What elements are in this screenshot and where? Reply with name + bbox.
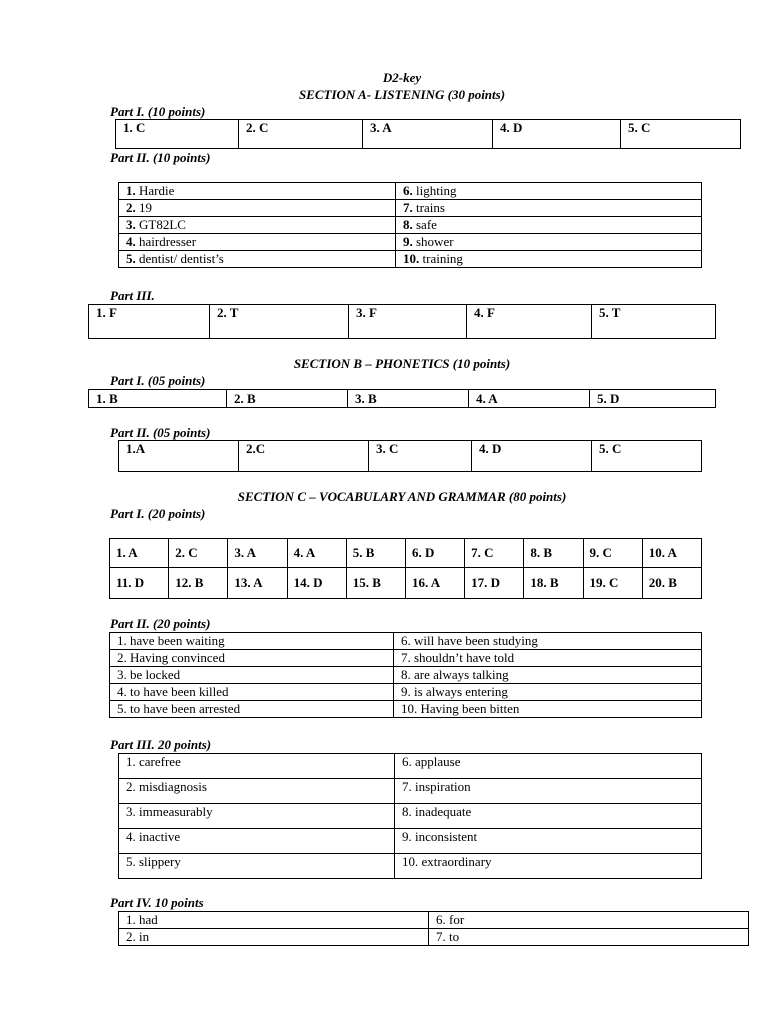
- table-row: [119, 854, 702, 879]
- answer-cell: 4. to have been killed: [110, 684, 394, 701]
- answer-cell: 17. D: [465, 568, 524, 599]
- answer-cell: [396, 217, 702, 234]
- answer-cell: 1. A: [110, 539, 169, 568]
- c-part4-label: Part IV. 10 points: [110, 895, 204, 910]
- answer-cell: 2.C: [239, 441, 369, 472]
- table-row: [119, 251, 702, 268]
- answer-cell: 14. D: [287, 568, 346, 599]
- answer-number: 6.: [403, 183, 413, 198]
- answer-cell: 18. B: [524, 568, 583, 599]
- answer-cell: 2. misdiagnosis: [119, 779, 395, 804]
- answer-cell: 3. B: [348, 390, 469, 408]
- answer-cell: 2. B: [227, 390, 348, 408]
- answer-cell: 4. D: [493, 120, 621, 149]
- answer-cell: 1. C: [116, 120, 239, 149]
- answer-number: 5.: [126, 251, 136, 266]
- answer-cell: [119, 183, 396, 200]
- answer-text: dentist/ dentist’s: [135, 251, 224, 266]
- answer-cell: 10. Having been bitten: [394, 701, 702, 718]
- answer-cell: 6. applause: [395, 754, 702, 779]
- answer-cell: 2. C: [169, 539, 228, 568]
- a-part1-table: [115, 119, 741, 149]
- answer-cell: [396, 200, 702, 217]
- answer-cell: 10. A: [642, 539, 701, 568]
- answer-cell: 3. C: [369, 441, 472, 472]
- answer-cell: 1. have been waiting: [110, 633, 394, 650]
- answer-cell: 3. be locked: [110, 667, 394, 684]
- table-row: [119, 912, 749, 929]
- doc-title: D2-key: [382, 70, 422, 85]
- answer-cell: 7. to: [429, 929, 749, 946]
- answer-cell: 5. B: [346, 539, 405, 568]
- answer-number: 3.: [126, 217, 136, 232]
- answer-number: 1.: [126, 183, 136, 198]
- answer-text: hairdresser: [135, 234, 197, 249]
- answer-cell: 19. C: [583, 568, 642, 599]
- answer-number: 8.: [403, 217, 413, 232]
- table-row: [110, 667, 702, 684]
- answer-cell: 3. A: [363, 120, 493, 149]
- answer-cell: 2. in: [119, 929, 429, 946]
- answer-cell: 6. D: [405, 539, 464, 568]
- answer-cell: 12. B: [169, 568, 228, 599]
- answer-cell: [396, 251, 702, 268]
- c-part4-table: [118, 911, 749, 946]
- answer-number: 2.: [126, 200, 136, 215]
- answer-cell: 4. inactive: [119, 829, 395, 854]
- answer-cell: 8. are always talking: [394, 667, 702, 684]
- table-row: [110, 539, 702, 568]
- answer-cell: 6. for: [429, 912, 749, 929]
- answer-cell: 2. C: [239, 120, 363, 149]
- answer-cell: [119, 234, 396, 251]
- answer-cell: 4. D: [472, 441, 592, 472]
- answer-cell: 6. will have been studying: [394, 633, 702, 650]
- section-c-heading: SECTION C – VOCABULARY AND GRAMMAR (80 points): [237, 489, 567, 504]
- answer-cell: 5. T: [592, 305, 716, 339]
- table-row: [119, 200, 702, 217]
- answer-cell: [396, 183, 702, 200]
- a-part3-table: [88, 304, 716, 339]
- answer-text: Hardie: [135, 183, 175, 198]
- answer-cell: [396, 234, 702, 251]
- table-row: [119, 234, 702, 251]
- table-row: [110, 650, 702, 667]
- section-b-heading: SECTION B – PHONETICS (10 points): [293, 356, 511, 371]
- table-row: [110, 568, 702, 599]
- answer-cell: 3. A: [228, 539, 287, 568]
- answer-cell: 7. inspiration: [395, 779, 702, 804]
- table-row: [89, 305, 716, 339]
- table-row: [119, 441, 702, 472]
- table-row: [110, 701, 702, 718]
- answer-cell: 2. T: [210, 305, 349, 339]
- section-a-heading: SECTION A- LISTENING (30 points): [298, 87, 506, 102]
- answer-cell: 3. immeasurably: [119, 804, 395, 829]
- answer-text: GT82LC: [135, 217, 186, 232]
- answer-cell: [119, 200, 396, 217]
- c-part3-label: Part III. 20 points): [110, 737, 212, 752]
- answer-text: lighting: [412, 183, 457, 198]
- c-part3-table: [118, 753, 702, 879]
- answer-cell: 4. F: [467, 305, 592, 339]
- table-row: [89, 390, 716, 408]
- table-row: [119, 183, 702, 200]
- table-row: [116, 120, 741, 149]
- answer-text: safe: [412, 217, 437, 232]
- answer-cell: 20. B: [642, 568, 701, 599]
- table-row: [110, 684, 702, 701]
- a-part1-label: Part I. (10 points): [110, 104, 206, 119]
- c-part1-label: Part I. (20 points): [110, 506, 206, 521]
- a-part3-label: Part III.: [110, 288, 155, 303]
- answer-text: 19: [135, 200, 152, 215]
- answer-number: 7.: [403, 200, 413, 215]
- answer-cell: 1. B: [89, 390, 227, 408]
- answer-cell: 1. F: [89, 305, 210, 339]
- answer-cell: 8. B: [524, 539, 583, 568]
- c-part2-label: Part II. (20 points): [110, 616, 211, 631]
- answer-cell: 9. C: [583, 539, 642, 568]
- b-part2-table: [118, 440, 702, 472]
- answer-number: 10.: [403, 251, 420, 266]
- answer-cell: 5. C: [592, 441, 702, 472]
- b-part1-table: [88, 389, 716, 408]
- answer-cell: 10. extraordinary: [395, 854, 702, 879]
- table-row: [119, 779, 702, 804]
- answer-cell: 13. A: [228, 568, 287, 599]
- c-part1-table: [109, 538, 702, 599]
- answer-cell: 9. is always entering: [394, 684, 702, 701]
- answer-cell: 1. carefree: [119, 754, 395, 779]
- answer-cell: 15. B: [346, 568, 405, 599]
- answer-cell: 2. Having convinced: [110, 650, 394, 667]
- table-row: [119, 829, 702, 854]
- answer-cell: 3. F: [349, 305, 467, 339]
- answer-cell: 1. had: [119, 912, 429, 929]
- answer-cell: 5. to have been arrested: [110, 701, 394, 718]
- answer-cell: 1.A: [119, 441, 239, 472]
- answer-cell: [119, 251, 396, 268]
- answer-cell: 5. C: [621, 120, 741, 149]
- answer-text: shower: [412, 234, 454, 249]
- table-row: [119, 929, 749, 946]
- answer-cell: 5. slippery: [119, 854, 395, 879]
- table-row: [119, 804, 702, 829]
- b-part1-label: Part I. (05 points): [110, 373, 206, 388]
- answer-cell: 7. shouldn’t have told: [394, 650, 702, 667]
- answer-cell: [119, 217, 396, 234]
- answer-cell: 9. inconsistent: [395, 829, 702, 854]
- c-part2-table: [109, 632, 702, 718]
- table-row: [119, 217, 702, 234]
- answer-cell: 5. D: [590, 390, 716, 408]
- answer-cell: 7. C: [465, 539, 524, 568]
- table-row: [110, 633, 702, 650]
- answer-cell: 11. D: [110, 568, 169, 599]
- answer-text: training: [419, 251, 463, 266]
- a-part2-label: Part II. (10 points): [110, 150, 211, 165]
- answer-cell: 4. A: [469, 390, 590, 408]
- answer-cell: 8. inadequate: [395, 804, 702, 829]
- b-part2-label: Part II. (05 points): [110, 425, 211, 440]
- answer-cell: 4. A: [287, 539, 346, 568]
- a-part2-table: [118, 182, 702, 268]
- answer-number: 4.: [126, 234, 136, 249]
- table-row: [119, 754, 702, 779]
- answer-number: 9.: [403, 234, 413, 249]
- answer-text: trains: [412, 200, 445, 215]
- answer-cell: 16. A: [405, 568, 464, 599]
